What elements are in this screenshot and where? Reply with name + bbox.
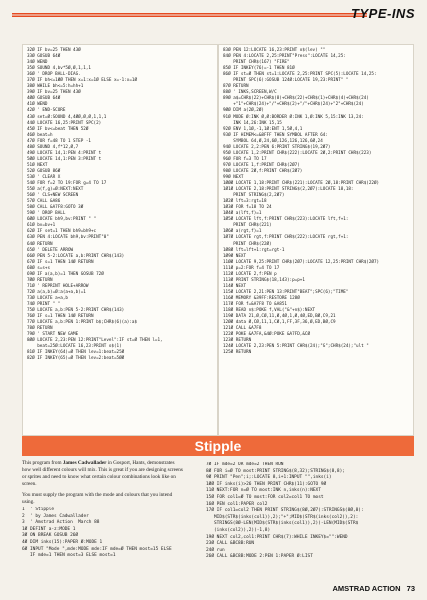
code-line: 89Ø a$=CHR$(22)+CHR$(8)+CHR$(22)+CHR$(1)+CHR$(4)+CHR$(24) [223, 96, 369, 102]
code-line: SYMBOL 64,Ø,24,6Ø,126,126,126,6Ø,24 [223, 138, 323, 144]
code-line: 84Ø PEN 4:LOCATE 2,25:PRINT"Press":LOCATE 14,25: [223, 54, 346, 60]
code-line: 5ØØ LOCATE 14,1:PEN 3:PRINT t [27, 156, 102, 162]
code-line: 95Ø LOCATE 1,2:PRINT CHR$(222):LOCATE 2Ø,2:PRINT CHR$(223) [223, 150, 372, 156]
page-header [0, 0, 427, 22]
article-intro [22, 460, 184, 510]
code-line: 68Ø s=s+s [27, 265, 51, 271]
code-line: 114Ø NEXT [223, 283, 247, 289]
code-line: 6Ø INPUT "Mode ",mde:MODE mde:IF mde=Ø THEN most=15 ELSE [22, 546, 172, 552]
intro-body: in Gosport, Hants, demonstrates how well different colours will mix. This is great if you are designing screens or sprites and need to know what certain colour combinations look like on screen. [22, 460, 183, 487]
page-number: 73 [406, 584, 415, 593]
code-line: 2 ' by James Cadwallader [22, 513, 89, 519]
code-line: 1 ' Stipple [22, 507, 55, 512]
code-line: 1Ø1Ø LOCATE 2,18:PRINT STRING$(2,2Ø7):LOCATE 18,18: [223, 187, 354, 193]
code-line: 64Ø RETURN [27, 241, 53, 247]
code-line: 111Ø p=2:FOR f=4 TO 17 [223, 265, 280, 271]
code-line: 112Ø LOCATE 2,f:PEN p [223, 271, 277, 277]
code-line: 66Ø PEN 5-2:LOCATE a,b:PRINT CHR$(143) [27, 253, 125, 259]
stipple-listing-right [206, 462, 414, 582]
code-line: 77Ø LOCATE a,b:PEN 1:PRINT b$;CHR$(6)(a):a$ [27, 320, 138, 326]
code-line: 88Ø ' INKS,SCREEN,W/C [223, 90, 277, 96]
code-line: 16Ø PEN col1:PAPER col2 [206, 501, 268, 507]
stipple-listing-left [22, 507, 184, 587]
code-line: 57Ø CALL &A86 [27, 199, 61, 205]
code-line: 1Ø4Ø a(lft,f)=1 [223, 211, 262, 217]
code-line: MID$(STR$(inks(col1)),2);"+";MID$(STR$(inks(col2)),2): [206, 514, 359, 520]
code-line: 122Ø POKE &A7FA,&4Ø:POKE &A7FD,&CØ [223, 332, 310, 338]
code-line: 125Ø RETURN [223, 350, 252, 356]
code-line: 99Ø NEXT [223, 174, 244, 180]
code-line: 97Ø LOCATE 1,f:PRINT CHR$(2Ø7) [223, 162, 300, 168]
code-line: 1Ø7Ø LOCATE rgt,f:PRINT CHR$(222):LOCATE rgt,f+1: [223, 235, 349, 241]
code-line: STRINGS(8Ø-LEN(MID$(STR$(inks(col1)),2))-LEN(MID$(STR$ [206, 521, 359, 527]
code-line: 85Ø IF INKEY(76)=-1 THEN 81Ø [223, 66, 295, 72]
code-line: 65Ø ' DELETE ARROW [27, 247, 74, 253]
code-line: 47Ø FOR f=48 TO 1 STEP -1 [27, 138, 91, 144]
code-line: 11ØØ LOCATE 9,25:PRINT CHR$(2Ø7):LOCATE 12,25:PRINT CHR$(2Ø7) [223, 259, 380, 265]
code-line: 9ØØ DIM a(2Ø,2Ø) [223, 108, 264, 114]
code-line: 4Ø DIM inks(15):PAPER Ø:MODE 1 [22, 539, 103, 545]
code-line: 61Ø bv=bv+1 [27, 223, 56, 229]
code-line: 82Ø IF INKEY(65)=Ø THEN lev=2:beat=5ØØ [27, 356, 125, 362]
code-line: 79Ø ' START NEW GAME [27, 332, 79, 338]
code-line: 96Ø FOR f=3 TO 17 [223, 156, 267, 162]
code-line: 87Ø RETURN [223, 84, 249, 90]
code-line: 1Ø8Ø lft=lft+1:rgt=rgt-1 [223, 247, 285, 253]
program-listing-right [218, 44, 414, 436]
code-line: 94Ø LOCATE 2,2:PEN 6:PRINT STRING$(19,2Ø7) [223, 144, 331, 150]
code-line: 117Ø FOR f=&A7F8 TO &A851 [223, 301, 287, 307]
code-line: 35Ø SOUND 4,bv*5Ø,Ø,1,1,1 [27, 66, 91, 72]
intro-paragraph-2: You must supply the program with the mode and colours that you intend using. [22, 492, 173, 505]
code-line: 33Ø GOSUB 64Ø [27, 54, 61, 60]
code-line: 41Ø WEND [27, 102, 48, 108]
code-line: 38Ø WHILE bh<=5:h=hh+1 [27, 84, 84, 90]
code-line: 78Ø RETURN [27, 326, 53, 332]
code-line: 37Ø IF bh<=1ØØ THEN x=1:x=1Ø ELSE x=-1:x=1Ø [27, 78, 138, 84]
code-line: 1Ø3Ø FOR f=18 TO 24 [223, 205, 272, 211]
program-listing-left [22, 44, 218, 436]
code-line: 34Ø WEND [27, 60, 48, 66]
code-line: 7ØØ RETURN [27, 277, 53, 283]
code-line: 83Ø PEN 12:LOCATE 16,23:PRINT o$(lev) "" [223, 48, 326, 53]
code-line: 49Ø LOCATE 14,1:PEN 4:PRINT t [27, 150, 102, 156]
article-title: Stipple [194, 438, 242, 454]
code-line: 8Ø FOR i=Ø TO most:PRINT STRING$(8,32);STRING$(8,8); [206, 468, 345, 474]
code-line: 45Ø IF bv<=beat THEN 52Ø [27, 126, 89, 132]
code-line: 75Ø LOCATE a,b:PEN 5-2:PRINT CHR$(143) [27, 308, 125, 314]
code-line: 123Ø RETURN [223, 338, 252, 344]
code-line: 86Ø IF st=Ø THEN st=1:LOCATE 2,25:PRINT SPC(5):LOCATE 14,25: [223, 72, 377, 78]
code-line: 81Ø IF INKEY(64)=Ø THEN lev=1:beat=25Ø [27, 350, 125, 356]
code-line: 1Ø6Ø a(rgt,f)=1 [223, 229, 262, 235]
code-line: 113Ø PRINT STRING$(18,143):p=p+1 [223, 277, 305, 283]
code-line: 26Ø CALL &BC8B:MODE 2:PEN 1:PAPER Ø:LIST [206, 554, 313, 560]
code-line: 3 ' Amstrad Action March 88 [22, 520, 100, 526]
code-line: 63Ø PEN 4:LOCATE bh9,bv:PRINT"0" [27, 235, 109, 241]
article-title-bar [22, 436, 414, 456]
code-line: 72Ø a(a,b)=Ø:a(a+a,b)=1 [27, 289, 86, 295]
code-line: 1Ø2Ø lft=3:rgt=18 [223, 199, 267, 205]
code-line: 115Ø LOCATE 2,21:PEN 13:PRINT"BEAT";SPC(6);"TIME" [223, 289, 349, 295]
code-line: 48Ø SOUND 4,f*12,Ø,7 [27, 144, 79, 150]
code-line: +"1"+CHR$(24)+"/"+CHR$(2)+"/"+CHR$(24)+"2"+CHR$(24) [223, 102, 364, 108]
code-line: 7Ø IF mde=2 OR mde=2 THEN RUN [206, 462, 284, 467]
code-line: PRINT CHR$(221) [223, 223, 272, 229]
code-line: 53Ø ' CLEAR X [27, 174, 61, 180]
code-line: 11Ø NEXT:FOR n=Ø TO most:INK n,inks(n):NEXT [206, 488, 321, 494]
code-line: 76Ø IF s=1 THEN 14Ø RETURN [27, 314, 94, 320]
code-line: 23Ø CALL &BC8B:RUN [206, 541, 255, 547]
code-line: 42Ø ' END-SCORE [27, 108, 66, 114]
code-line: 56Ø ' CLS+NEW SCREEN [27, 193, 79, 199]
code-line: 58Ø CALL &A7F8:GOTO 3Ø [27, 205, 84, 211]
code-line: 116Ø MEMORY &39FF:RESTORE 128Ø [223, 295, 300, 301]
code-line: 1Ø9Ø NEXT [223, 253, 247, 259]
code-line: 55Ø a(f,g)=Ø:NEXT:NEXT [27, 187, 84, 193]
code-line: PRINT CHR$(22Ø) [223, 241, 272, 247]
code-line: 24Ø run [206, 547, 225, 553]
code-line: 1ØØØ LOCATE 1,18:PRINT CHR$(221):LOCATE 2Ø,18:PRINT CHR$(22Ø) [223, 181, 380, 187]
section-title: TYPE-INS [351, 6, 415, 21]
code-line: 69Ø IF a(a,b)=1 THEN GOSUB 72Ø [27, 271, 104, 277]
intro-prefix: This program from [22, 460, 63, 466]
code-line: 74Ø PRINT " " [27, 301, 61, 307]
code-line: 4ØØ GOSUB 64Ø [27, 96, 61, 102]
page-footer [329, 584, 416, 593]
code-line: PRINT CHR$(167) "FIRE" [223, 60, 290, 66]
code-line: 98Ø LOCATE 2Ø,f:PRINT CHR$(2Ø7) [223, 168, 303, 174]
code-line: INK 14,26:INK 15,15 [223, 120, 282, 126]
code-line: 46Ø beat=h [27, 132, 53, 138]
code-line: 62Ø IF set=1 THEN bh9=bh9+c [27, 229, 97, 235]
code-line: 121Ø CALL &A7F8 [223, 326, 262, 332]
code-line: IF mde=1 THEN most=3 ELSE most=1 [22, 553, 116, 559]
code-line: 51Ø NEXT [27, 162, 48, 168]
code-line: 6ØØ LOCATE bh9,bv:PRINT " " [27, 217, 97, 223]
code-line: 3Ø ON BREAK GOSUB 26Ø [22, 533, 79, 539]
code-line: 52Ø GOSUB 86Ø [27, 168, 61, 174]
code-line: 1ØØ IF inks(i)>26 THEN PRINT CHR$(11):GOTO 9Ø [206, 481, 327, 487]
code-line: 118Ø READ n$:POKE f,VAL("&"+n$):NEXT [223, 308, 316, 314]
code-line: 9Ø PRINT "Pen";i;:LOCATE 8,i+1:INPUT "",inks(i) [206, 475, 332, 481]
code-line: (inks(col2)),2))-1,8) [206, 527, 271, 533]
code-line: 8ØØ LOCATE 2,23:PEN 12:PRINT"Level":IF st=Ø THEN l=1, [27, 338, 163, 344]
code-line: 71Ø ' REPRINT HOLE+ARROW [27, 283, 89, 289]
author-name: James Cadwallader [62, 460, 107, 466]
code-line: beat=25Ø:LOCATE 16,23:PRINT o$(1) [27, 344, 122, 350]
code-line: 12ØØ data Ø,CØ,11,1,CØ,1,FF,3F,36,Ø,ED,BØ,C9 [223, 320, 336, 326]
code-line: 67Ø IF s=1 THEN 14Ø RETURN [27, 259, 94, 265]
code-line: 44Ø LOCATE 16,25:PRINT SPC(2) [27, 120, 102, 126]
code-line: 1Ø DEFINT a-z:MODE 1 [22, 526, 76, 532]
code-line: PRINT STRING$(2,2Ø7) [223, 193, 285, 199]
intro-paragraph [22, 460, 184, 488]
code-line: 92Ø ENV 1,1Ø,-1,1Ø:ENT 1,5Ø,4,1 [223, 126, 303, 132]
code-line: 19Ø NEXT col2,col1:PRINT CHR$(7):WHILE INKEY$="":WEND [206, 534, 348, 540]
code-line: 15Ø FOR col1=Ø TO most:FOR col2=col1 TO most [206, 494, 324, 500]
code-line: 17Ø IF col1=col2 THEN PRINT STRING$(8Ø,2Ø7):STRINGS$(8Ø,8): [206, 508, 364, 514]
code-line: 54Ø FOR f=2 TO 19:FOR g=4 TO 17 [27, 181, 107, 187]
code-line: 32Ø IF bv=25 THEN 43Ø [27, 48, 81, 53]
code-line: 59Ø ' DROP BALL [27, 211, 66, 217]
code-line: 1Ø5Ø LOCATE lft,f:PRINT CHR$(223):LOCATE lft,f+1: [223, 217, 349, 223]
code-line: 93Ø IF HIMEM<=&8FFF THEN SYMBOL AFTER 64: [223, 132, 328, 138]
code-line: 39Ø IF bv=25 THEN 43Ø [27, 90, 81, 96]
code-line: 91Ø MODE Ø:INK Ø,Ø:BORDER Ø:INK 1,Ø:INK 5,15:INK 13,24: [223, 114, 364, 120]
header-rule [12, 13, 367, 17]
code-line: 119Ø DATA 21,Ø,CØ,11,Ø,4Ø,1,Ø,4Ø,ED,BØ,C9,21 [223, 314, 336, 320]
code-line: 36Ø ' DROP BALL-DIAG. [27, 72, 81, 78]
code-line: PRINT SPC(6):GOSUB 124Ø:LOCATE 19,23:PRINT" " [223, 78, 349, 84]
magazine-name: AMSTRAD ACTION [332, 584, 401, 593]
code-line: 73Ø LOCATE a+a,b [27, 295, 68, 301]
code-line: 43Ø set=Ø:SOUND 4,4ØØ,Ø,Ø,1,1,1 [27, 114, 107, 120]
code-line: 124Ø LOCATE 2,23:PEN 5:PRINT CHR$(24);"G";CHR$(24);"ult " [223, 344, 369, 350]
